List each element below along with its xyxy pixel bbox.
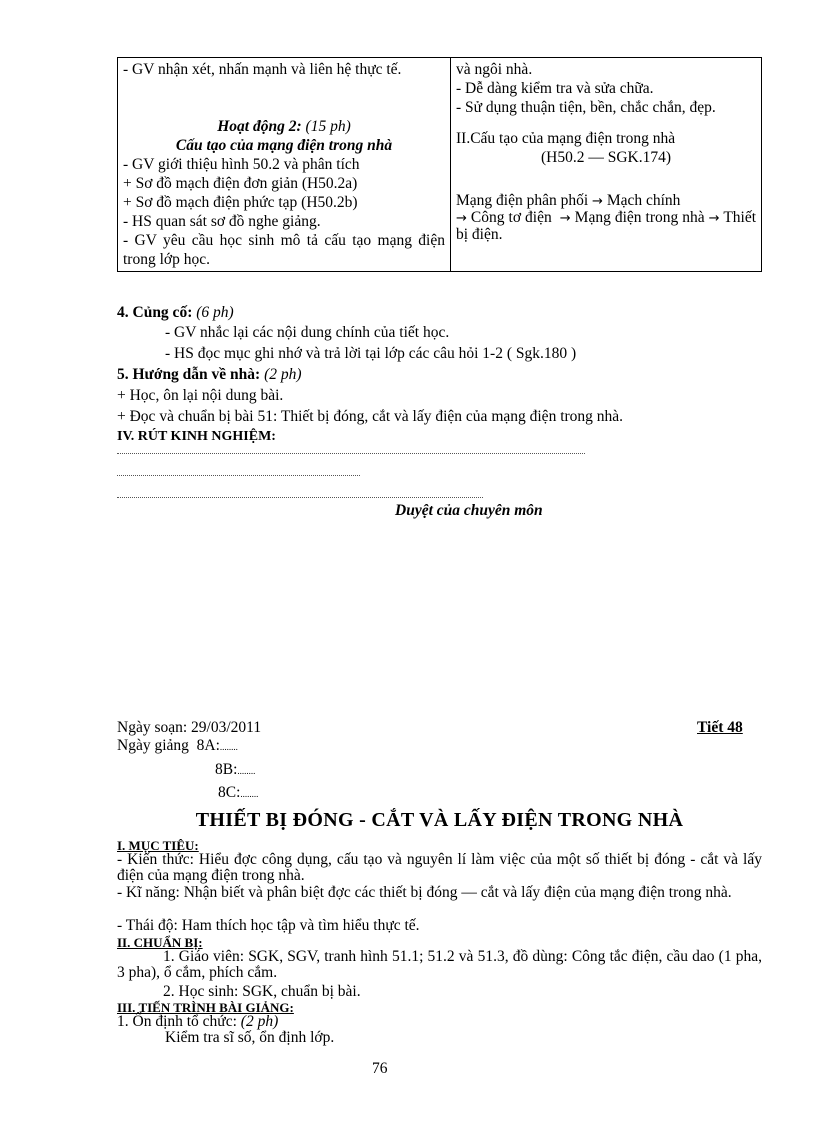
page-number: 76 <box>372 1060 388 1077</box>
muc-tieu-3: - Thái độ: Ham thích học tập và tìm hiểu thực tế. <box>117 917 420 934</box>
left-line-5: - GV yêu cầu học sinh mô tả cấu tạo mạng điện trong lớp học. <box>123 232 445 268</box>
right-line-3: - Sử dụng thuận tiện, bền, chắc chắn, đẹp. <box>456 99 716 116</box>
huong-dan-item-2: + Đọc và chuẩn bị bài 51: Thiết bị đóng, cắt và lấy điện của mạng điện trong nhà. <box>117 408 624 425</box>
huong-dan-item-1: + Học, ôn lại nội dung bài. <box>117 387 284 404</box>
arrow-icon: → <box>592 194 603 209</box>
activity-2-heading: Hoạt động 2: (15 ph) <box>217 118 351 135</box>
activity-2-title: Cấu tạo của mạng điện trong nhà <box>175 137 393 154</box>
chuan-bi-1: 1. Giáo viên: SGK, SGV, tranh hình 51.1; 51.2 và 51.3, đồ dùng: Công tắc điện, cầu dao (1 pha, 3 pha), ổ cắm, phích cắm. <box>117 948 762 981</box>
left-line-4: - HS quan sát sơ đồ nghe giảng. <box>123 213 321 230</box>
chuan-bi-heading: II. CHUẨN BỊ: <box>117 935 203 950</box>
left-line-2: + Sơ đồ mạch điện đơn giản (H50.2a) <box>123 175 358 192</box>
muc-tieu-heading: I. MỤC TIÊU: <box>117 838 199 853</box>
dotted-line <box>117 496 483 498</box>
tien-trinh-heading: III. TIẾN TRÌNH BÀI GIẢNG: <box>117 1000 294 1015</box>
cung-co-heading: 4. Củng cố: (6 ph) <box>117 304 234 321</box>
duyet-signature: Duyệt của chuyên môn <box>395 502 543 519</box>
on-dinh-text: Kiểm tra sĩ số, ổn định lớp. <box>165 1029 335 1046</box>
arrow-icon: → <box>456 211 467 226</box>
muc-tieu-2: - Kĩ năng: Nhận biết và phân biệt đợc các thiết bị đóng — cắt và lấy điện của mạng điện trong nhà. <box>117 884 732 901</box>
table-left-cell <box>118 58 451 272</box>
rut-kinh-nghiem-heading: IV. RÚT KINH NGHIỆM: <box>117 429 276 444</box>
lesson-table <box>117 57 762 272</box>
ngay-soan: Ngày soạn: 29/03/2011 <box>117 719 262 736</box>
right-line-2: - Dễ dàng kiểm tra và sửa chữa. <box>456 80 654 97</box>
cung-co-item-1: - GV nhắc lại các nội dung chính của tiết học. <box>165 324 450 341</box>
table-right-cell <box>451 58 762 272</box>
arrow-icon: → <box>559 211 571 226</box>
distribution-flow: Mạng điện phân phối → Mạch chính → Công tơ điện → Mạng điện trong nhà → Thiết bị điện. <box>456 192 757 243</box>
left-line-1: - GV giới thiệu hình 50.2 và phân tích <box>123 156 360 173</box>
chuan-bi-2: 2. Học sinh: SGK, chuẩn bị bài. <box>163 983 361 1000</box>
right-line-1: và ngôi nhà. <box>456 61 533 78</box>
ngay-giang: Ngày giảng 8A:........ <box>117 737 238 754</box>
on-dinh-heading: 1. Ổn định tổ chức: (2 ph) <box>117 1013 279 1030</box>
huong-dan-heading: 5. Hướng dẫn về nhà: (2 ph) <box>117 366 302 383</box>
class-8b: 8B:........ <box>215 761 256 778</box>
tiet-number: Tiết 48 <box>697 719 743 736</box>
dotted-line <box>117 452 585 454</box>
cung-co-item-2: - HS đọc mục ghi nhớ và trả lời tại lớp các câu hỏi 1-2 ( Sgk.180 ) <box>165 345 577 362</box>
lesson-title: THIẾT BỊ ĐÓNG - CẮT VÀ LẤY ĐIỆN TRONG NHÀ <box>195 809 684 831</box>
figure-ref: (H50.2 — SGK.174) <box>540 149 672 166</box>
dotted-line <box>117 474 360 476</box>
gv-comment: - GV nhận xét, nhấn mạnh và liên hệ thực tế. <box>123 61 402 78</box>
arrow-icon: → <box>708 211 720 226</box>
left-line-3: + Sơ đồ mạch điện phức tạp (H50.2b) <box>123 194 358 211</box>
structure-heading: II.Cấu tạo của mạng điện trong nhà <box>456 130 676 147</box>
class-8c: 8C:........ <box>218 784 259 801</box>
muc-tieu-1: - Kiến thức: Hiểu đợc công dụng, cấu tạo và nguyên lí làm việc của một số thiết bị đóng - cắt và lấy điện của mạng điện trong nhà. <box>117 851 762 884</box>
